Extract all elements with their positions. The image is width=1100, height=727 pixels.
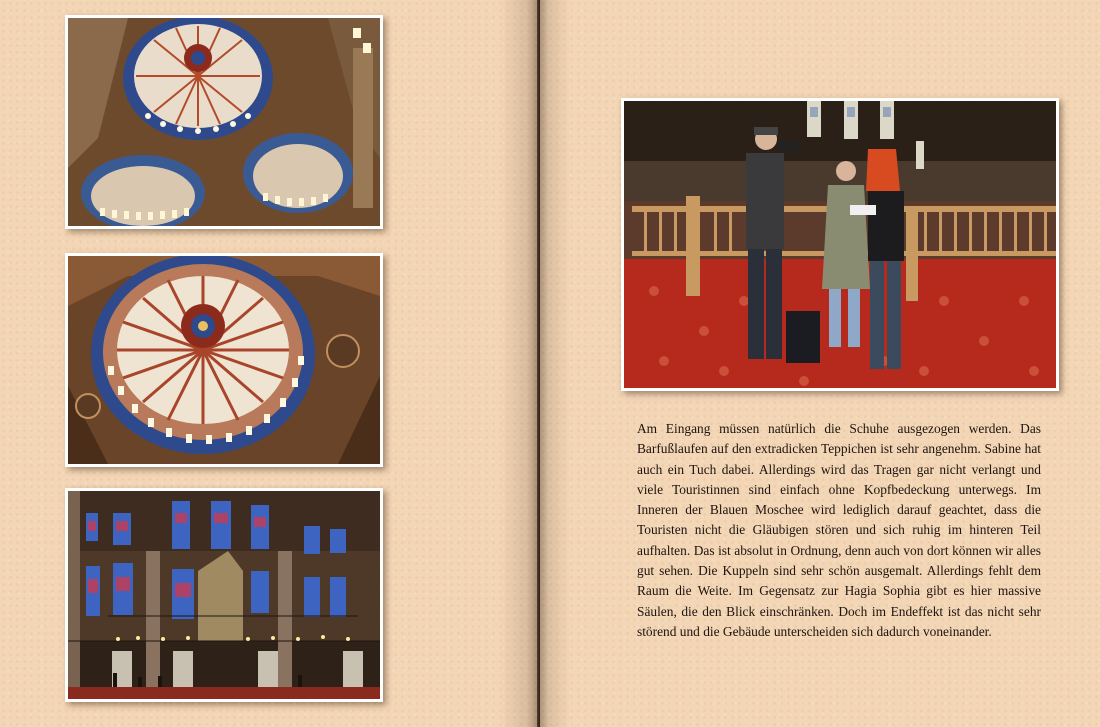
photo-mosque-dome-view xyxy=(65,15,383,229)
stained-glass-windows-photo xyxy=(68,491,380,699)
photo-prayer-hall-windows xyxy=(65,488,383,702)
main-dome-photo xyxy=(68,256,380,464)
travel-journal-text: Am Eingang müssen natürlich die Schuhe ausgezogen werden. Das Barfußlaufen auf den extradicken Teppichen ist sehr angenehm. Sabine hat auch ein Tuch dabei. Allerdings wird das Tragen gar nicht verlangt und viele Touristinnen sind einfach ohne Kopfbedeckung unterwegs. Im Inneren der Blauen Moschee wird lediglich darauf geachtet, dass die Touristen nicht die Gläubigen stören und sich ruhig im hinteren Teil aufhalten. Das ist absolut in Ordnung, denn auch von dort können wir alles gut sehen. Die Kuppeln sind sehr schön ausgemalt. Allerdings fehlt dem Raum die Weite. Im Gegensatz zur Hagia Sophia gibt es hier massive Säulen, die den Blick einschränken. Doch im Endeffekt ist das nicht sehr störend und die Gebäude unterscheiden sich dadurch voneinander. xyxy=(637,421,1041,639)
photo-main-dome xyxy=(65,253,383,467)
visitors-photo xyxy=(624,101,1056,388)
left-page xyxy=(0,0,540,727)
photo-visitors-in-mosque xyxy=(621,98,1059,391)
mosque-dome-interior-photo xyxy=(68,18,380,226)
